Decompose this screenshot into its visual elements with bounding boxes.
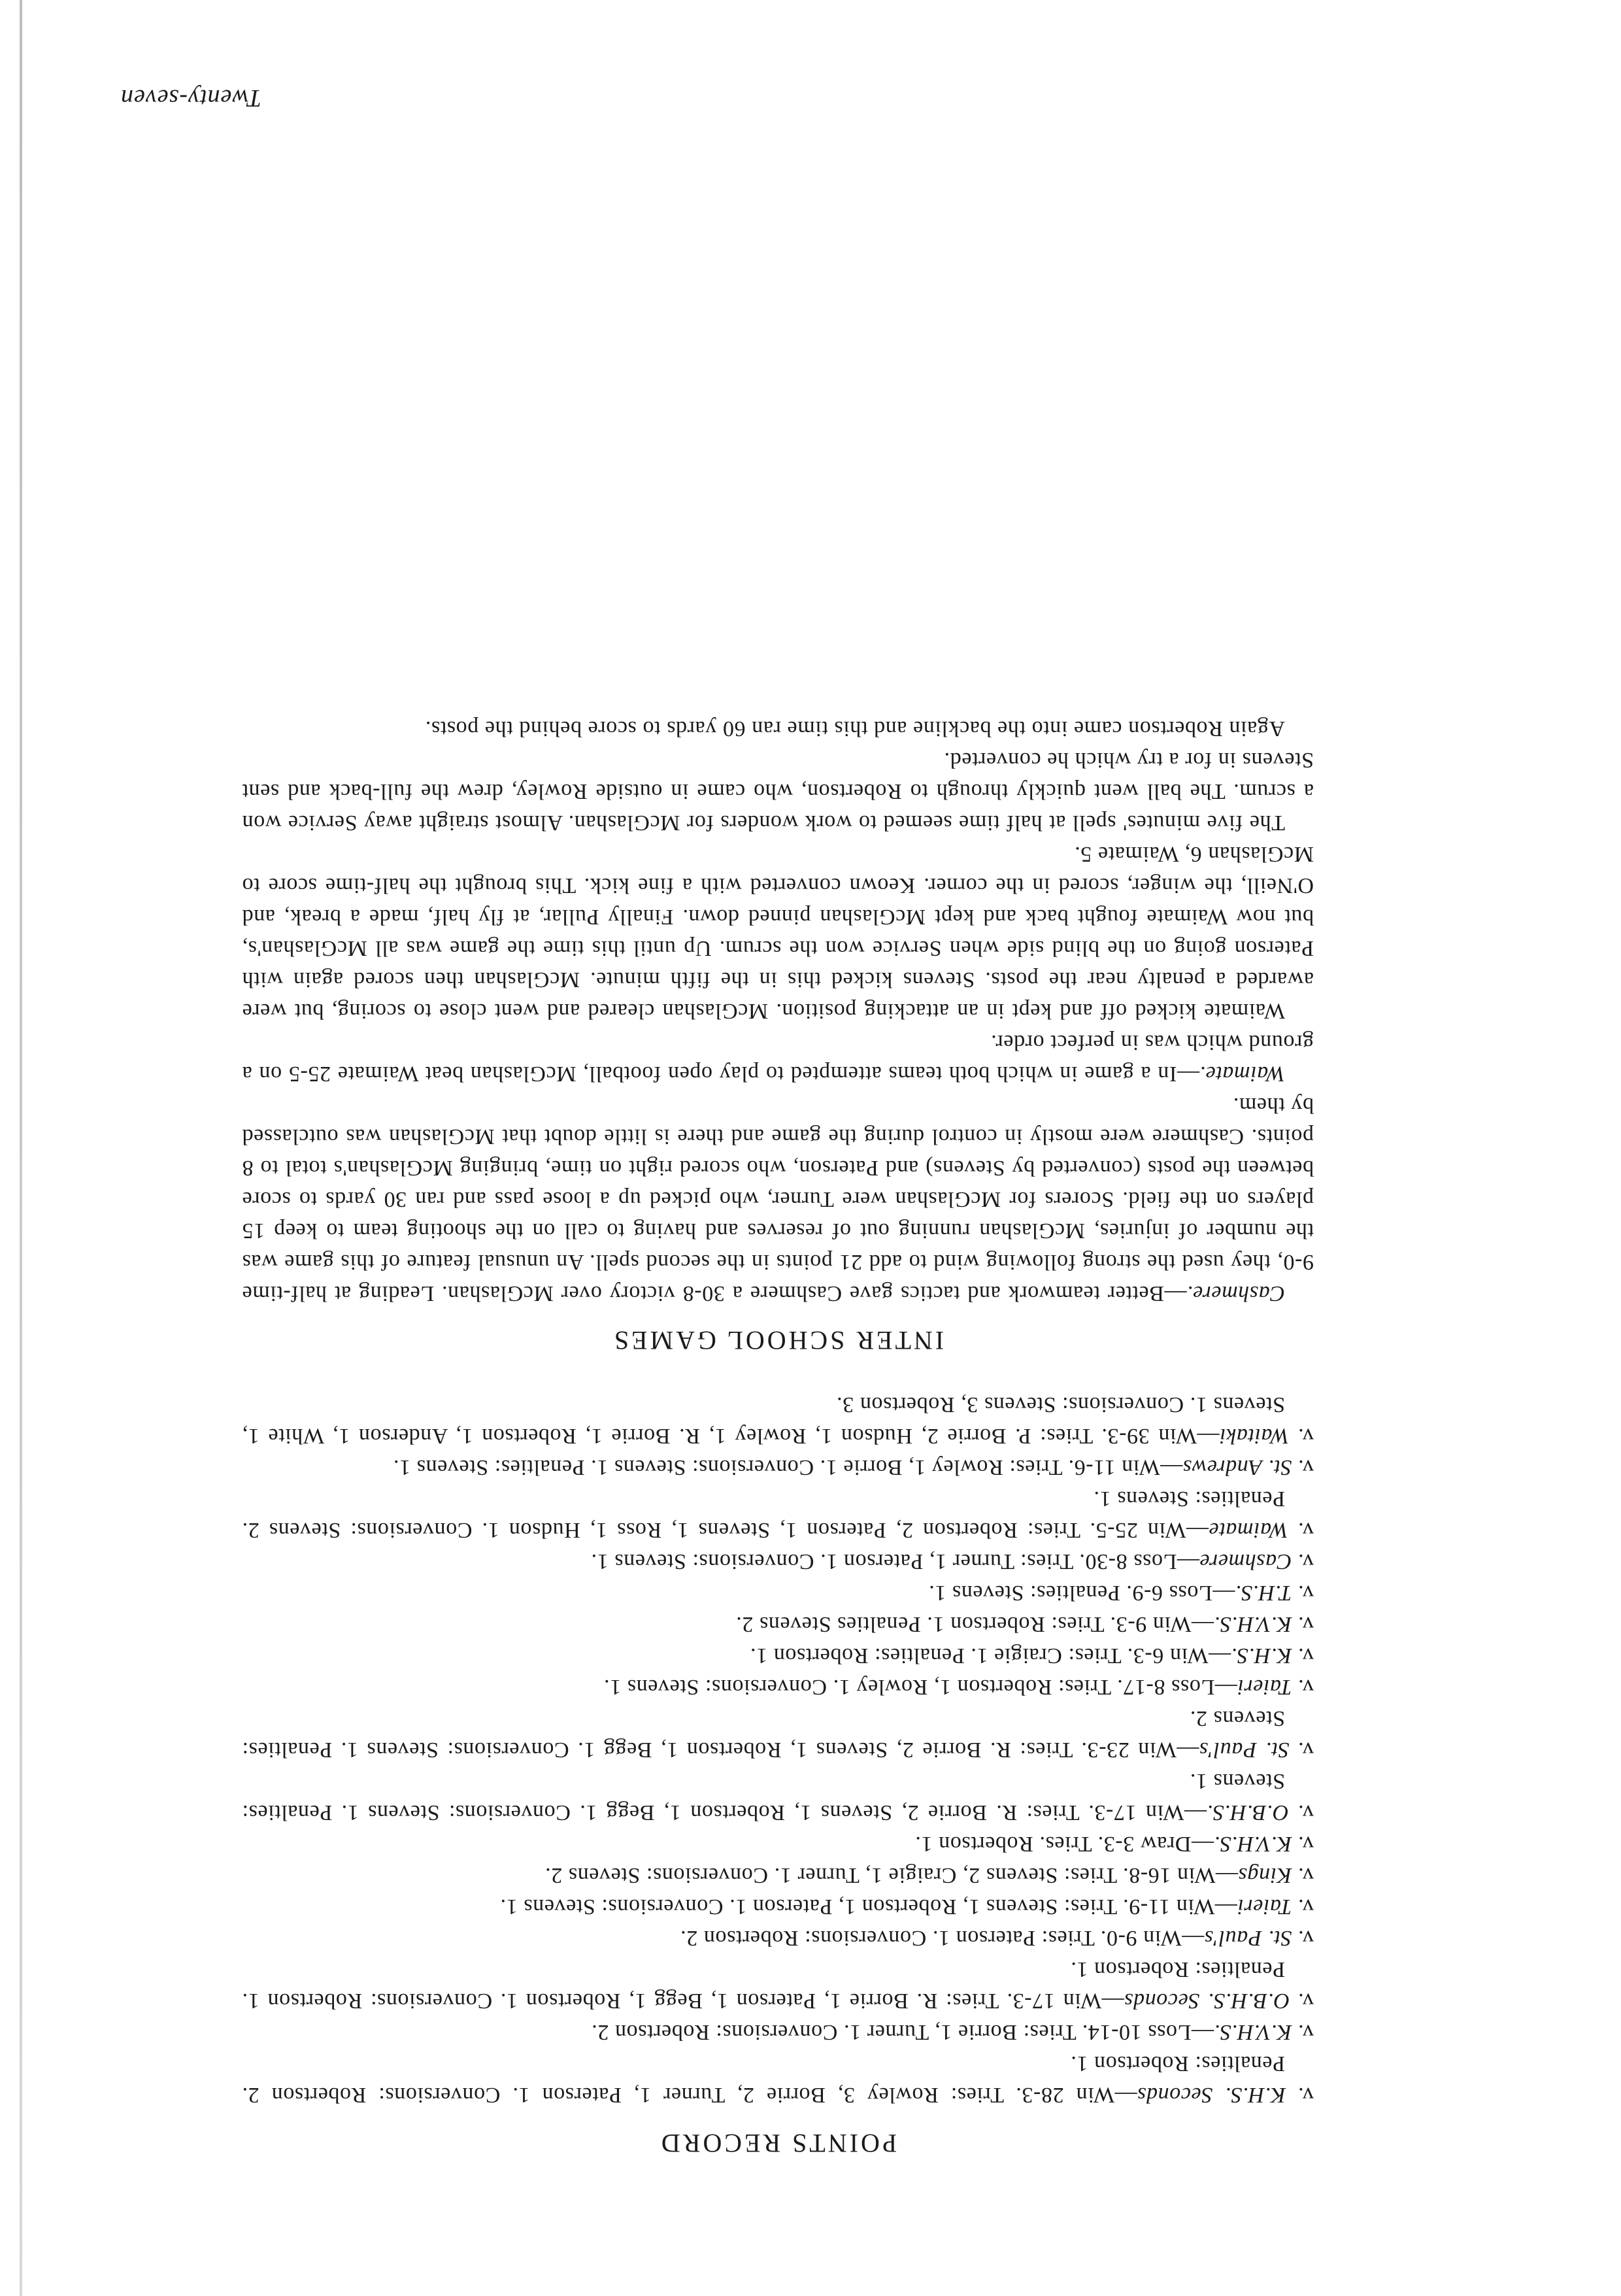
record-opponent: K.H.S. (1231, 1644, 1292, 1668)
inter-school-heading: INTER SCHOOL GAMES (611, 1326, 944, 1355)
record-opponent: T.H.S. (1235, 1581, 1292, 1605)
record-prefix: v. (1292, 1895, 1314, 1919)
paragraph-text: —Better teamwork and tactics gave Cashmere a 30-8 victory over McGlashan. Leading at half-time 9-0, they used the strong following wind to add 21 points in the second spell. An unusual feature of this game was the number of injuries, McGlashan running out of reserves and having to call on the shooting team to keep 15 players on the field. Scorers for McGlashan were Turner, who picked up a loose pass and ran 30 yards to score between the posts (converted by Stevens) and Paterson, who scored right on time, bringing McGlashan's total to 8 points. Cashmere were mostly in control during the game and there is little doubt that McGlashan was outclassed by them. (242, 1093, 1314, 1306)
record-entry (242, 1483, 1314, 1545)
record-entry (242, 1640, 1314, 1671)
record-prefix: v. (1292, 1926, 1314, 1950)
record-opponent: K.V.H.S. (1213, 2020, 1292, 2044)
record-entry (242, 1891, 1314, 1922)
record-entry (242, 1702, 1314, 1765)
record-entry (242, 2048, 1314, 2110)
record-entry (242, 1545, 1314, 1577)
record-details: —Win 17-3. Tries: R. Borrie 1, Paterson 1, Begg 1, Robertson 1. Conversions: Robertson 1. Penalties: Robertson 1. (242, 1957, 1285, 2013)
record-opponent: Taieri (1237, 1895, 1292, 1919)
record-opponent: Waimate (1208, 1518, 1288, 1542)
record-details: —Loss 10-14. Tries: Borrie 1, Turner 1. Conversions: Robertson 2. (591, 2020, 1214, 2044)
paragraph-text: —In a game in which both teams attempted to play open football, McGlashan beat Waimate 25-5 on a ground which was in perfect order. (242, 1030, 1314, 1086)
record-opponent: K.H.S. Seconds (1137, 2083, 1286, 2107)
record-prefix: v. (1292, 1455, 1314, 1479)
binding-edge (20, 0, 22, 2296)
report-paragraph (242, 744, 1314, 838)
record-opponent: St. Andrews (1182, 1455, 1292, 1479)
paragraph-lead: Waimate. (1199, 1062, 1285, 1086)
record-details: —Win 9-0. Tries: Paterson 1. Conversions: Robertson 2. (680, 1926, 1205, 1950)
record-entry (242, 1671, 1314, 1702)
paragraph-text: Again Robertson came into the backline and this time ran 60 yards to score behind the posts. (425, 717, 1285, 741)
record-prefix: v. (1288, 1800, 1314, 1825)
record-details: —Win 9-3. Tries: Robertson 1. Penalties Stevens 2. (735, 1612, 1214, 1636)
record-entry (242, 1577, 1314, 1608)
record-entry (242, 2016, 1314, 2048)
report-paragraph (242, 838, 1314, 1026)
record-opponent: O.B.H.S. Seconds (1124, 1989, 1290, 2013)
report-paragraph (242, 713, 1314, 744)
record-entry (242, 1953, 1314, 2016)
record-prefix: v. (1288, 1518, 1314, 1542)
record-details: —Win 17-3. Tries: R. Borrie 2, Stevens 1, Robertson 1, Begg 1. Conversions: Stevens 1. Penalties: Stevens 1. (242, 1769, 1285, 1825)
record-prefix: v. (1289, 1424, 1314, 1448)
record-prefix: v. (1292, 1549, 1314, 1574)
record-prefix: v. (1286, 2083, 1314, 2107)
record-prefix: v. (1292, 2020, 1314, 2044)
record-details: —Win 6-3. Tries: Craigie 1. Penalties: Robertson 1. (750, 1644, 1231, 1668)
record-details: —Win 39-3. Tries: P. Borrie 2, Hudson 1, Rowley 1, R. Borrie 1, Robertson 1, Anderson 1, White 1, Stevens 1. Conversions: Stevens 3, Robertson 3. (242, 1393, 1285, 1448)
record-entry (242, 1828, 1314, 1859)
record-opponent: Taieri (1237, 1675, 1292, 1699)
record-prefix: v. (1292, 1644, 1314, 1668)
record-prefix: v. (1292, 1863, 1314, 1887)
points-record-heading: POINTS RECORD (658, 2129, 897, 2158)
record-opponent: St. Paul's (1204, 1926, 1292, 1950)
record-details: —Loss 8-30. Tries: Turner 1, Paterson 1. Conversions: Stevens 1. (591, 1549, 1199, 1574)
record-prefix: v. (1290, 1989, 1314, 2013)
record-details: —Loss 8-17. Tries: Robertson 1, Rowley 1. Conversions: Stevens 1. (603, 1675, 1237, 1699)
record-details: —Loss 6-9. Penalties: Stevens 1. (928, 1581, 1235, 1605)
record-prefix: v. (1292, 1832, 1314, 1856)
paragraph-text: The five minutes' spell at half time seemed to work wonders for McGlashan. Almost straight away Service won a scrum. The ball went quickly through to Robertson, who came in outside Rowley, drew the full-back and sent Stevens in for a try which he converted. (242, 748, 1314, 835)
record-entry (242, 1608, 1314, 1640)
record-details: —Win 11-6. Tries: Rowley 1, Borrie 1. Conversions: Stevens 1. Penalties: Stevens 1. (393, 1455, 1183, 1479)
record-opponent: O.B.H.S. (1207, 1800, 1289, 1825)
report-paragraph (242, 1089, 1314, 1309)
record-details: —Win 16-8. Tries: Stevens 2, Craigie 1, Turner 1. Conversions: Stevens 2. (544, 1863, 1239, 1887)
paragraph-text: Waimate kicked off and kept in an attacking position. McGlashan cleared and went close to scoring, but were awarded a penalty near the posts. Stevens kicked this in the fifth minute. McGlashan then scored again with Paterson going on the blind side when Service won the scrum. Up until this time the game was all McGlashan's, but now Waimate fought back and kept McGlashan pinned down. Finally Pullar, at fly half, made a break, and O'Neill, the winger, scored in the corner. Keown converted with a fine kick. This brought the half-time score to McGlashan 6, Waimate 5. (242, 842, 1314, 1023)
record-opponent: K.V.H.S. (1213, 1832, 1292, 1856)
record-entry (242, 1389, 1314, 1451)
record-entry (242, 1922, 1314, 1953)
report-paragraph (242, 1026, 1314, 1089)
record-details: —Win 23-3. Tries: R. Borrie 2, Stevens 1, Robertson 1, Begg 1. Conversions: Stevens 1. Penalties: Stevens 2. (242, 1706, 1285, 1762)
record-entry (242, 1765, 1314, 1828)
record-opponent: K.V.H.S. (1213, 1612, 1292, 1636)
record-prefix: v. (1292, 1612, 1314, 1636)
paragraph-lead: Cashmere. (1186, 1281, 1285, 1306)
text-column (242, 713, 1314, 2159)
record-entry (242, 1451, 1314, 1483)
record-opponent: St. Paul's (1199, 1738, 1290, 1762)
record-details: —Win 11-9. Tries: Stevens 1, Robertson 1, Paterson 1. Conversions: Stevens 1. (500, 1895, 1237, 1919)
record-details: —Win 25-5. Tries: Robertson 2, Paterson 1, Stevens 1, Ross 1, Hudson 1. Conversions: Stevens 2. Penalties: Stevens 1. (241, 1487, 1285, 1542)
record-prefix: v. (1292, 1675, 1314, 1699)
record-prefix: v. (1292, 1581, 1314, 1605)
record-details: —Win 28-3. Tries: Rowley 3, Borrie 2, Turner 1, Paterson 1. Conversions: Robertson 2. Penalties: Robertson 1. (241, 2051, 1285, 2107)
record-details: —Draw 3-3. Tries. Robertson 1. (914, 1832, 1214, 1856)
record-prefix: v. (1289, 1738, 1314, 1762)
inter-school-body (242, 713, 1314, 1309)
points-record-list (242, 1389, 1314, 2110)
record-opponent: Kings (1238, 1863, 1292, 1887)
record-entry (242, 1859, 1314, 1891)
page-number: Twenty-seven (120, 84, 261, 112)
record-opponent: Cashmere (1199, 1549, 1292, 1574)
record-opponent: Waitaki (1219, 1424, 1290, 1448)
